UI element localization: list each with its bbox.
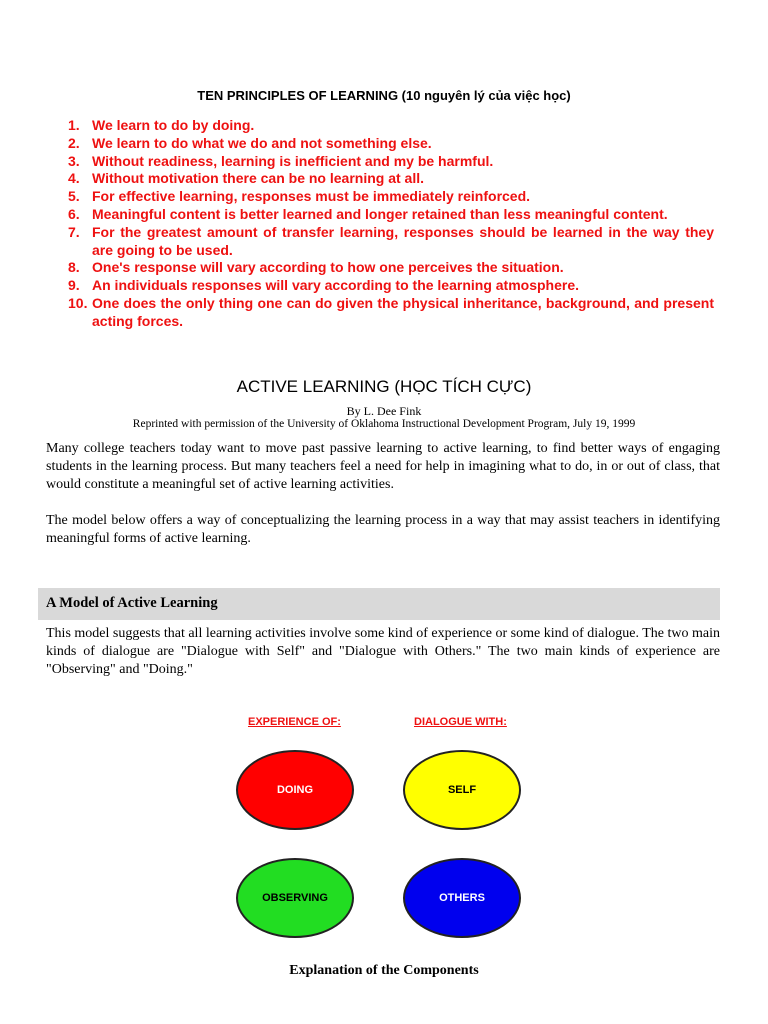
model-intro-paragraph: The model below offers a way of conceptualizing the learning process in a way that may assist teachers in identifying meaningful forms of active learning. bbox=[46, 513, 720, 546]
intro-paragraph: Many college teachers today want to move past passive learning to active learning, to find better ways of engaging students in the learning process. But many teachers feel a need for help in imagining what to do, in or out of class, that would constitute a meaningful set of active learning activities. bbox=[46, 441, 720, 492]
article-byline: By L. Dee Fink bbox=[346, 404, 422, 418]
observing-ellipse bbox=[236, 858, 354, 938]
list-item bbox=[68, 170, 714, 188]
item-number: 5. bbox=[68, 188, 80, 205]
item-number: 1. bbox=[68, 117, 80, 133]
item-number: 10. bbox=[68, 294, 88, 311]
experience-label: EXPERIENCE OF: bbox=[248, 716, 341, 728]
item-text: One does the only thing one can do given the physical inheritance, background, and present acting forces. bbox=[92, 294, 714, 329]
list-item bbox=[68, 259, 714, 277]
item-number: 8. bbox=[68, 259, 80, 276]
list-item bbox=[68, 188, 714, 206]
item-text: We learn to do by doing. bbox=[92, 117, 255, 133]
item-text: An individuals responses will vary according to the learning atmosphere. bbox=[92, 277, 580, 294]
observing-label: OBSERVING bbox=[262, 892, 328, 904]
explanation-heading: Explanation of the Components bbox=[289, 963, 479, 978]
item-text: Without motivation there can be no learning at all. bbox=[92, 170, 425, 187]
list-item bbox=[68, 277, 714, 295]
doing-ellipse bbox=[236, 750, 354, 830]
others-label: OTHERS bbox=[439, 892, 485, 904]
item-number: 9. bbox=[68, 277, 80, 294]
item-number: 2. bbox=[68, 134, 80, 151]
list-item bbox=[68, 153, 714, 171]
item-number: 4. bbox=[68, 170, 80, 187]
dialogue-label: DIALOGUE WITH: bbox=[414, 716, 507, 728]
section-header-bar bbox=[38, 588, 720, 620]
principles-list bbox=[68, 117, 714, 331]
item-text: Without readiness, learning is inefficient and my be harmful. bbox=[92, 152, 494, 169]
item-number: 7. bbox=[68, 223, 80, 240]
item-text: For effective learning, responses must be immediately reinforced. bbox=[92, 188, 531, 205]
list-item bbox=[68, 224, 714, 260]
item-text: Meaningful content is better learned and longer retained than less meaningful content. bbox=[92, 205, 668, 222]
list-item bbox=[68, 206, 714, 224]
self-label: SELF bbox=[447, 784, 477, 796]
active-learning-diagram bbox=[0, 700, 768, 960]
model-paragraph: This model suggests that all learning activities involve some kind of experience or some kind of dialogue. The two main kinds of dialogue are "Dialogue with Self" and "Dialogue with Others." The two main kinds of experience are "Observing" and "Doing." bbox=[46, 626, 720, 677]
self-ellipse bbox=[403, 750, 521, 830]
article-title: ACTIVE LEARNING (HỌC TÍCH CỰC) bbox=[236, 377, 532, 396]
item-text: For the greatest amount of transfer learning, responses should be learned in the way they are going to be used. bbox=[92, 223, 714, 258]
list-item bbox=[68, 135, 714, 153]
item-text: One's response will vary according to how one perceives the situation. bbox=[92, 259, 564, 276]
others-ellipse bbox=[403, 858, 521, 938]
item-number: 6. bbox=[68, 205, 80, 222]
item-text: We learn to do what we do and not something else. bbox=[92, 134, 432, 151]
section-heading: A Model of Active Learning bbox=[46, 595, 218, 611]
reprint-notice: Reprinted with permission of the University of Oklahoma Instructional Development Program, July 19, 1999 bbox=[132, 418, 636, 430]
item-number: 3. bbox=[68, 152, 80, 169]
list-item bbox=[68, 117, 714, 135]
list-item bbox=[68, 295, 714, 331]
doing-label: DOING bbox=[276, 784, 314, 796]
principles-title: TEN PRINCIPLES OF LEARNING (10 nguyên lý của việc học) bbox=[197, 88, 571, 103]
